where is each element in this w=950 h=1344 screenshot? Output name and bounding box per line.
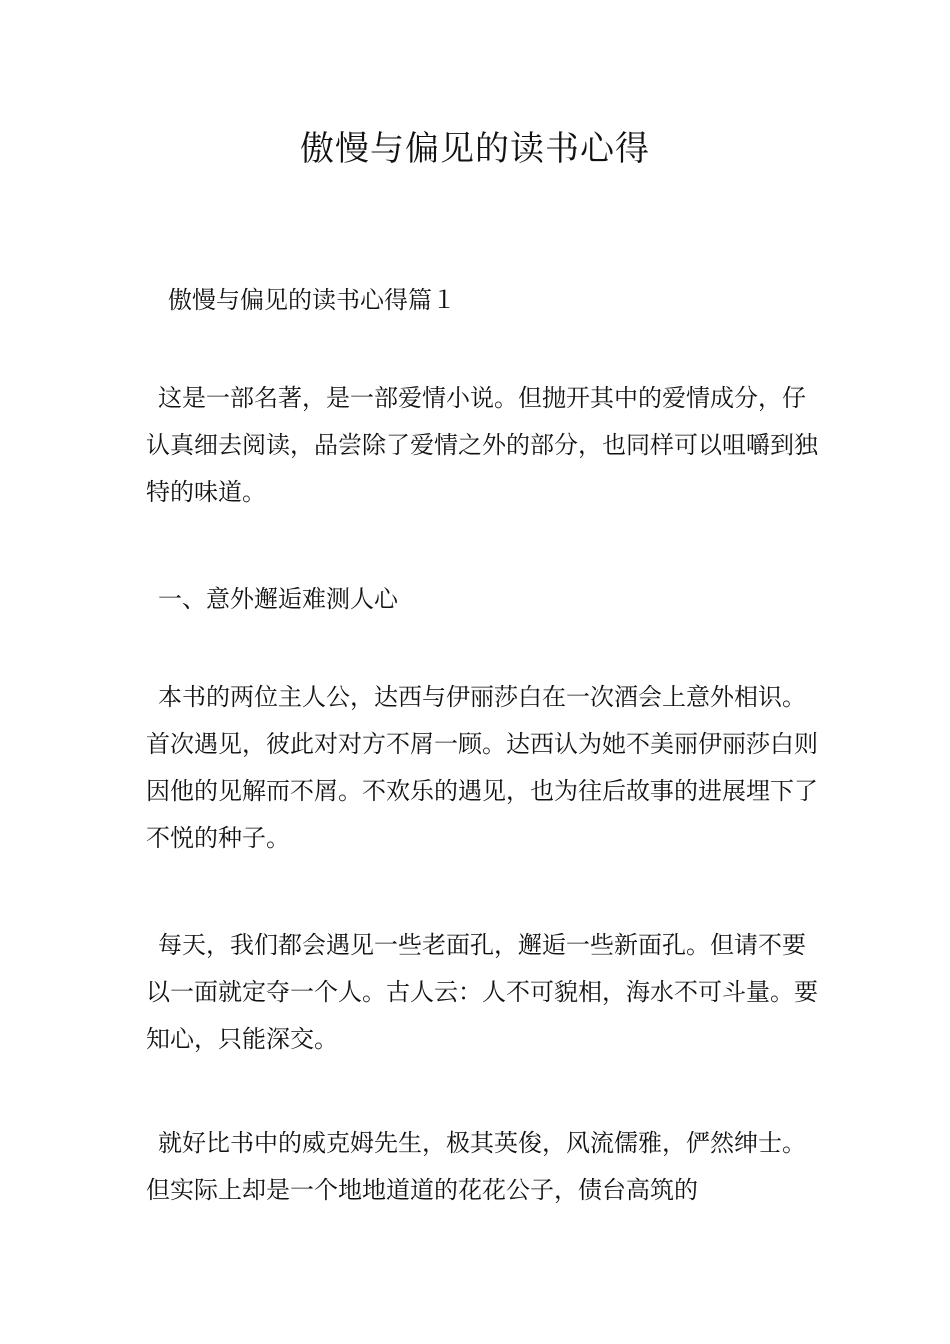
paragraph-daily-encounters: 每天，我们都会遇见一些老面孔，邂逅一些新面孔。但请不要以一面就定夺一个人。古人云：人不可貌相，海水不可斗量。要知心，只能深交。 <box>146 931 818 1053</box>
document-title: 傲慢与偏见的读书心得 <box>300 129 650 169</box>
paragraph-wickham: 就好比书中的威克姆先生，极其英俊，风流儒雅，俨然绅士。但实际上却是一个地地道道的花花公子，债台高筑的 <box>146 1129 806 1204</box>
section-heading: 傲慢与偏见的读书心得篇１ <box>168 286 456 314</box>
paragraph-first-meeting: 本书的两位主人公，达西与伊丽莎白在一次酒会上意外相识。首次遇见，彼此对对方不屑一顾。达西认为她不美丽伊丽莎白则因他的见解而不屑。不欢乐的遇见，也为往后故事的进展埋下了不悦的种子。 <box>146 683 818 852</box>
subheading-chance-encounter: 一、意外邂逅难测人心 <box>158 585 398 613</box>
paragraph-intro: 这是一部名著，是一部爱情小说。但抛开其中的爱情成分，仔认真细去阅读，品尝除了爱情之外的部分，也同样可以咀嚼到独特的味道。 <box>146 384 818 506</box>
